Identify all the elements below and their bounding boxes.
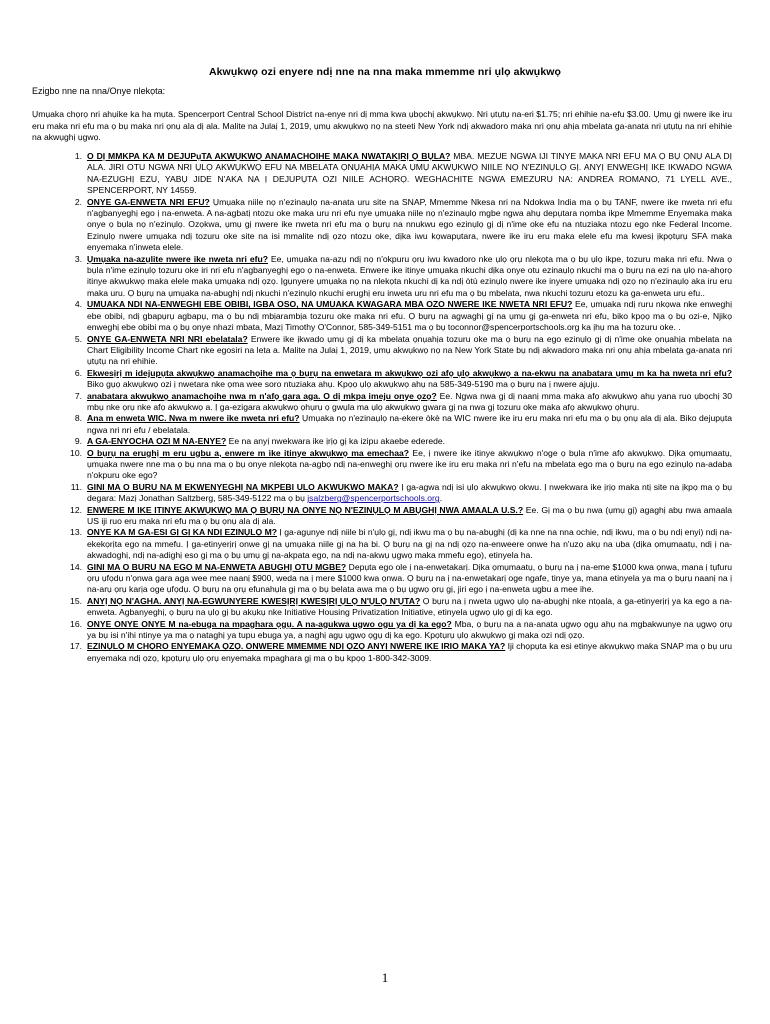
faq-answer: Enwere ike ịkwado ụmụ gị dị ka mbelata ọnụahịa tozuru oke ma ọ bụrụ na ego ezinụlọ gị dị n'ime oke ọnụahịa mbelata na Chart Eligibility Income Chart nke egosiri na leta a. Malite na Julaị 1, 2019, ụmụ akwụkwọ nọ na New York State bụ ndị akwadoro maka nri ọnụ ahịa mbelata ga-anata nri ụtụtụ na nri ehihie. <box>87 333 732 367</box>
faq-item: 13. ONYE KA M GA-ESI GỊ GỊ KA NDỊ EZINỤLỌ M? Ị ga-agụnye ndị niile bi n'ụlọ gị, ndị ikwu ma ọ bụ na-abụghị (dị ka nne na nna ochie, ndị ikwu, ma ọ bụ ndị enyi) ndị na-ekekọrịta ego na mmefu. Ị ga-etinyerịrị onwe gị na ụmụaka niile gị na ha bi. Ọ bụrụ na gị na ndị ọzọ na-enweere onwe ha n'uzọ akụ na uba (dịka ọmụmaatụ, ndị ị na-akwadoghị, ndị na-adighị eso gị ma ọ bụ ụmụ gị na-akpata ego, na ndị na-akwụ ụgwọ maka mmefu ego), etinyela ha. <box>70 527 733 561</box>
faq-answer: Ee. Gị ma ọ bụ nwa (ụmụ gị) agaghị abụ nwa amaala US iji ruo eru maka nri efu ma ọ bụ ọnụ ala dị ala. <box>87 504 732 526</box>
faq-item: 17. EZINỤLỌ M CHỌRO ENYEMAKA ỌZỌ. ONWERE MMEMME NDỊ ỌZỌ ANYỊ NWERE IKE IRIO MAKA YA? Iji chọpụta ka esi etinye akwụkwọ maka SNAP ma ọ bụ uru enyemaka ndị ọzọ, kpọtụrụ ụlọ ọrụ enyemaka mpaghara gị ma ọ bụ kpọọ 1-800-342-3009. <box>70 641 732 663</box>
faq-question: UMUAKA NDI NA-ENWEGHỊ EBE OBIBI, IGBA OSO, NA UMUAKA KWAGARA MBA OZO NWERE IKE NWETA NRI EFU? <box>87 299 573 310</box>
faq-answer: Ee, ụmụaka na-azụ ndị nọ n'okpuru ọrụ iwu kwadoro nke ụlọ ọrụ nlekọta ma ọ bụ ụlọ ikpe, tozuru maka nri efu. Nwa ọ bụla n'ime ezinụlọ tozuru oke iri nri efu n'agbanyeghị ego ọ na-enweta. Enwere ike itinye ụmụaka nkuchi dịka onye otu ezinaụlọ nkuchi ma ọ bụrụ na ezi na ụlọ na-ahọrọ itinye akwụkwọ maka elele maka ụmụaka ndị ọzọ. Ịgụnyere ụmụaka nọ na nlekọta nkuchi dị ka ndị òtù ezinụlọ nwere ike inyere ụmụaka ndị ọzọ nọ n'ezinaụlọ aka iru eru maka uru. Ọ bụrụ na ụmụaka na-abughị ndị nkuchi n'ezinụlọ nkuchi erughị eru inweta uru nri efu ma ọ bụ mbelata, nwa nkuchi tozuru etozu ka ga-enweta uru efu.. <box>87 253 732 298</box>
faq-item: 7. anabatara akwụkwọ anamachọihe nwa m n'afọ gara aga. O dị mkpa imeju onye ọzọ? Ee. Ngwa nwa gị dị naanị mma maka afọ akwụkwọ ahụ yana ruo ụbọchị 30 mbụ nke ọrụ nke afọ akwụkwọ a. Ị ga-ezigara akwụkwọ ọhụrụ ọ gwụla ma ụlọ akwụkwọ gwara gị na nwa gị tozuru oke maka afọ akwụkwọ ọhụrụ. <box>74 390 732 412</box>
faq-answer: Ee, ụmụaka ndị ruru nkọwa nke enweghị ebe obibi, ndị gbapụrụ agbapụ, ma ọ bụ ndị mbịarambịa tozuru oke maka nri efu. Ọ bụrụ na agwaghị gị na ụmụ gị ga-enweta nri efu, biko kpọọ ma ọ bụ ozi-e, Njikọ enweghị ebe obibi ma ọ bụ onye nhazi mbata, Mazị Timothy O'Connor, 585-349-5151 ma ọ bụ toconnor@spencerportschools.org ka ịhụ ma ha tozuru oke. . <box>87 299 732 333</box>
faq-item: 5. ONYE GA-ENWETA NRI NRI ebelatala? Enwere ike ịkwado ụmụ gị dị ka mbelata ọnụahịa tozuru oke ma ọ bụrụ na ego ezinụlọ gị dị n'ime oke ọnụahịa mbelata na Chart Eligibility Income Chart nke egosiri na leta a. Malite na Julaị 1, 2019, ụmụ akwụkwọ nọ na New York State bụ ndị akwadoro maka nri ọnụ ahịa mbelata ga-anata nri ụtụtụ na nri ehihie. <box>74 333 732 367</box>
faq-item: 9. A GA-ENYOCHA OZI M NA-ENYE? Ee na anyị nwekwara ike ịrịọ gị ka izipu akaebe ederede. <box>74 436 446 447</box>
faq-answer: Ị ga-agụnye ndị niile bi n'ụlọ gị, ndị ikwu ma ọ bụ na-abụghị (dị ka nne na nna ochie, ndị ikwu, ma ọ bụ ndị enyi) ndị na-ekekọrịta ego na mmefu. Ị ga-etinyerịrị onwe gị na ụmụaka niile gị na ha bi. Ọ bụrụ na gị na ndị ọzọ na-enweere onwe ha n'uzọ akụ na uba (dịka ọmụmaatụ, ndị ị na-akwadoghị, ndị na-adighị eso gị ma ọ bụ ụmụ gị na-akpata ego, na ndị na-akwụ ụgwọ maka mmefu ego), etinyela ha. <box>87 527 733 561</box>
faq-question: ENWERE M IKE ITINYE AKWỤKWỌ MA Ọ BỤRỤ NA ONYE NỌ N'EZINỤLỌ M ABỤGHỊ NWA AMAALA U.S.? <box>87 504 524 515</box>
faq-answer: Ee, ị nwere ike itinye akwụkwọ n'oge ọ bụla n'ime afọ akwụkwọ. Dịka ọmụmaatụ, ụmụaka nwere nne ma ọ bụ nna ma ọ bụ onye nlekọta na-agbọ ndị na-enweghị ọrụ nwere ike iru eru maka nri n'efu na mbelata ego ma ọ bụrụ na ego ezinụlọ na-adaba n'okpuru oke ego? <box>87 447 732 481</box>
faq-item: 11. GINI MA O BURU NA M EKWENYEGHỊ NA MKPEBI ULO AKWUKWO MAKA? Ị ga-agwa ndị isi ụlọ akwụkwọ okwu. Ị nwekwara ike ịrịọ maka ntị site na ịkpọ ma ọ bụ degara: Mazị Jonathan Saltzberg, 585-349-5122 ma ọ bụ jsalzberg@spencerportschools.org. <box>70 481 733 504</box>
faq-item: 8. Ana m enweta WIC. Nwa m nwere ike nweta nri efu? Ụmụaka nọ n'ezinaụlọ na-ekere òkè na WIC nwere ike iru eru maka nri efu ma ọ bụ ọnụ ala dị ala. Biko dejupụta ngwa nri nri efu / ebelatala. <box>74 413 732 435</box>
faq-question: Ekwesịrị m idejupụta akwụkwọ anamachọihe ma ọ bụrụ na enwetara m akwụkwọ ozi afọ ụlọ akwụkwọ a na-ekwu na anabatara ụmụ m ka ha nweta nri efu? <box>87 367 732 378</box>
faq-question: Ana m enweta WIC. Nwa m nwere ike nweta nri efu? <box>87 413 300 424</box>
faq-answer: Biko gụọ akwụkwọ ozi ị nwetara nke ọma wee soro ntuziaka ahụ. Kpọọ ụlọ akwụkwọ ahụ na 585-349-5190 ma ọ bụrụ na ị nwere ajụjụ. <box>87 379 600 390</box>
email-link[interactable]: jsalzberg@spencerportschools.org <box>307 493 440 504</box>
faq-question: O bụrụ na erughị m eru ugbu a, enwere m ike itinye akwụkwọ ma emechaa? <box>87 447 410 458</box>
faq-item: 14. GINI MA O BURU NA EGO M NA-ENWETA ABUGHỊ OTU MGBE? Depụta ego ole ị na-enwetakarị. Dịka ọmụmaatụ, ọ bụrụ na ị na-eme $1000 kwa ọnwa, mana ị tụfuru ọrụ ụfọdụ n'ọnwa gara aga wee mee naanị $900, weda na ị mere $1000 kwa ọnwa. Ọ bụrụ na ị na-enwetakarị oge ngafe, tinye ya, mana etinyela ya ma ọ bụrụ naanị na ị na-arụ ọrụ karịa oge ụfọdụ. Ọ bụrụ na ọrụ efunahụla gị ma ọ bụ belata awa ma ọ bụ ụgwọ ọrụ gị, jiri ego ị na-enweta ugbu a mee ihe. <box>70 561 732 595</box>
faq-question: ONYE GA-ENWETA NRI NRI ebelatala? <box>87 333 248 344</box>
faq-question: GINI MA O BURU NA M EKWENYEGHỊ NA MKPEBI ULO AKWUKWO MAKA? <box>87 481 399 492</box>
faq-question: ONYE ONYE ONYE M na-ebuga na mpaghara ọgụ. A na-agukwa ugwo ogu ya dị ka ego? <box>87 618 452 629</box>
faq-question: ONYE KA M GA-ESI GỊ GỊ KA NDỊ EZINỤLỌ M? <box>87 527 278 538</box>
faq-item: 16. ONYE ONYE ONYE M na-ebuga na mpaghara ọgụ. A na-agukwa ugwo ogu ya dị ka ego? Mba, ọ bụrụ na a na-anata ụgwọ ọgụ ahụ na mgbakwunye na ụgwọ ọrụ ya bụ isi n'ihi ntinye ya ma ọ nataghị ya tupu ebuga ya, a naghị agụ ụgwọ ọgụ dị ka ego. Kpọtụrụ ụlọ akwụkwọ gị maka ozi ndị ọzọ. <box>70 618 732 641</box>
faq-question: Ụmụaka na-azụlite nwere ike nweta nri efu? <box>87 253 268 264</box>
page-number: 1 <box>381 970 389 985</box>
faq-answer: Ị ga-agwa ndị isi ụlọ akwụkwọ okwu. Ị nwekwara ike ịrịọ maka ntị site na ịkpọ ma ọ bụ degara: Mazị Jonathan Saltzberg, 585-349-5122 ma ọ bụ <box>87 481 733 504</box>
faq-item: 1. O DỊ MMKPA KA M DEJUPụTA AKWỤKWỌ ANAMACHOIHE MAKA NWATAKỊRỊ Ọ BỤLA? MBA. MEZUE NGWA IJI TINYE MAKA NRI EFU MA Ọ BỤ ỌNỤ ALA DỊ ALA. JIRI OTU NGWA NRI ỤLỌ AKWỤKWỌ EFU NA MBELATA ỌNỤAHỊA MAKA ỤMỤ AKWỤKWỌ NIILE NỌ N'EZINỤLỌ GỊ. ANYỊ ENWEGHỊ IKE IKWADO NGWA NA-EZUGHỊ EZU, YABỤ JIDE N'AKA NA Ị DEJUPỤTA OZI NIILE ACHỌRỌ. WEGHACHITE NGWA EMEZURU NA: ANDREA ROMANO, 71 LYELL AVE., SPENCERPORT, NY 14559. <box>74 151 733 196</box>
faq-answer: MBA. MEZUE NGWA IJI TINYE MAKA NRI EFU MA Ọ BỤ ỌNỤ ALA DỊ ALA. JIRI OTU NGWA NRI ỤLỌ AKWỤKWỌ EFU NA MBELATA ỌNỤAHỊA MAKA ỤMỤ AKWỤKWỌ NIILE NỌ N'EZINỤLỌ GỊ. ANYỊ ENWEGHỊ IKE IKWADO NGWA NA-EZUGHỊ EZU, YABỤ JIDE N'AKA NA Ị DEJUPỤTA OZI NIILE ACHỌRỌ. WEGHACHITE NGWA EMEZURU NA: ANDREA ROMANO, 71 LYELL AVE., SPENCERPORT, NY 14559. <box>87 151 733 196</box>
faq-answer: Ụmụaka niile nọ n'ezinaụlọ na-anata uru site na SNAP, Mmemme Nkesa nri na Ndokwa India ma ọ bụ TANF, nwere ike nweta nri efu n'agbanyeghị ego ị na-enweta. A na-agbatị ntozu oke maka uru nri efu nye ụmụaka niile nọ n'ezinaụlọ mgbe ngwa ahụ depụtara nọmba ikpe Mmemme Enyemaka maka onye ọ bụla nọ n'ezinụlọ. Ozọkwa, ụmụ gị nwere ike nweta nri efu ma ọ bụrụ na nnukwu ego ezinụlọ gị dị n'ime oke efu na ntuziaka ntozu ego nke Federal Income. Ezinụlọ nwere ụmụaka ndị tozuru oke site na isi mmalite ndị ọzọ ntozu oke, dịka iwu kọwapụtara, nwere ike iru eru maka elele efu ma kwesị ịkpọtụrụ SFA maka enyemaka n'inweta elele. <box>87 196 732 253</box>
faq-list <box>32 151 732 664</box>
faq-item: 12. ENWERE M IKE ITINYE AKWỤKWỌ MA Ọ BỤRỤ NA ONYE NỌ N'EZINỤLỌ M ABỤGHỊ NWA AMAALA U.S.? Ee. Gị ma ọ bụ nwa (ụmụ gị) agaghị abụ nwa amaala US iji ruo eru maka nri efu ma ọ bụ ọnụ ala dị ala. <box>70 504 732 526</box>
faq-item: 2. ONYE GA-ENWETA NRI EFU? Ụmụaka niile nọ n'ezinaụlọ na-anata uru site na SNAP, Mmemme Nkesa nri na Ndokwa India ma ọ bụ TANF, nwere ike nweta nri efu n'agbanyeghị ego ị na-enweta. A na-agbatị ntozu oke maka uru nri efu nye ụmụaka niile nọ n'ezinaụlọ mgbe ngwa ahụ depụtara nọmba ikpe Mmemme Enyemaka maka onye ọ bụla nọ n'ezinụlọ. Ozọkwa, ụmụ gị nwere ike nweta nri efu ma ọ bụrụ na nnukwu ego ezinụlọ gị dị n'ime oke efu na ntuziaka ntozu ego nke Federal Income. Ezinụlọ nwere ụmụaka ndị tozuru oke site na isi mmalite ndị ọzọ ntozu oke, dịka iwu kọwapụtara, nwere ike iru eru maka elele efu ma kwesị ịkpọtụrụ SFA maka enyemaka n'inweta elele. <box>74 196 732 253</box>
intro-paragraph: Ụmụaka chọrọ nri ahụike ka ha mụta. Spencerport Central School District na-enye nri dị mma kwa ụbọchị akwụkwọ. Nri ụtụtụ na-eri $1.75; nri ehihie na-efu $3.00. Ụmụ gị nwere ike iru eru maka nri efu ma ọ bụ maka nri ọnụ ala dị ala. Malite na Julaị 1, 2019, ụmụ akwụkwọ nọ na steeti New York ndị akwadoro maka nri ọnụ ahịa mbelata ga-anata nri ụtụtụ na nri ehihie na akwụghị ụgwọ. <box>32 109 732 142</box>
faq-question: GINI MA O BURU NA EGO M NA-ENWETA ABUGHỊ OTU MGBE? <box>87 561 347 572</box>
salutation: Ezigbo nne na nna/Onye nlekọta: <box>32 86 166 96</box>
faq-question: O DỊ MMKPA KA M DEJUPụTA AKWỤKWỌ ANAMACHOIHE MAKA NWATAKỊRỊ Ọ BỤLA? <box>87 151 451 161</box>
faq-answer: Ee na anyị nwekwara ike ịrịọ gị ka izipu akaebe ederede. <box>226 436 446 447</box>
faq-item: 15. ANYỊ NỌ N'AGHA. ANYỊ NA-EGWUNYERE KWESỊRỊ KWESỊRỊ ỤLỌ N'ỤLỌ N'ỤTA? Ọ bụrụ na ị nweta ụgwọ ụlọ na-abụghị nke ntọala, a ga-etinyerịrị ya ka ego a na-enweta. Agbanyeghị, ọ bụrụ na ụlọ gị bụ akụkụ nke Initiative Housing Privatization Initiative, etinyela ụgwọ ụlọ gị dị ka ego. <box>70 595 732 618</box>
faq-item: 3. Ụmụaka na-azụlite nwere ike nweta nri efu? Ee, ụmụaka na-azụ ndị nọ n'okpuru ọrụ iwu kwadoro nke ụlọ ọrụ nlekọta ma ọ bụ ụlọ ikpe, tozuru maka nri efu. Nwa ọ bụla n'ime ezinụlọ tozuru oke iri nri efu n'agbanyeghị ego ọ na-enweta. Enwere ike itinye ụmụaka nkuchi dịka onye otu ezinaụlọ nkuchi ma ọ bụrụ na ezi na ụlọ na-ahọrọ itinye akwụkwọ maka elele maka ụmụaka ndị ọzọ. Ịgụnyere ụmụaka nọ na nlekọta nkuchi dị ka ndị òtù ezinụlọ nwere ike inyere ụmụaka ndị ọzọ nọ n'ezinaụlọ aka iru eru maka uru. Ọ bụrụ na ụmụaka na-abughị ndị nkuchi n'ezinụlọ nkuchi erughị eru inweta uru nri efu ma ọ bụ mbelata, nwa nkuchi tozuru etozu ka ga-enweta uru efu.. <box>74 253 732 298</box>
faq-question: A GA-ENYOCHA OZI M NA-ENYE? <box>87 436 227 447</box>
faq-answer: Ụmụaka nọ n'ezinaụlọ na-ekere òkè na WIC nwere ike iru eru maka nri efu ma ọ bụ ọnụ ala dị ala. Biko dejupụta ngwa nri nri efu / ebelatala. <box>87 413 732 435</box>
faq-answer: Iji chọpụta ka esi etinye akwụkwọ maka SNAP ma ọ bụ uru enyemaka ndị ọzọ, kpọtụrụ ụlọ ọrụ enyemaka mpaghara gị ma ọ bụ kpọọ 1-800-342-3009. <box>87 641 732 663</box>
faq-item: 10. O bụrụ na erughị m eru ugbu a, enwere m ike itinye akwụkwọ ma emechaa? Ee, ị nwere ike itinye akwụkwọ n'oge ọ bụla n'ime afọ akwụkwọ. Dịka ọmụmaatụ, ụmụaka nwere nne ma ọ bụ nna ma ọ bụ onye nlekọta na-agbọ ndị na-enweghị ọrụ nwere ike iru eru maka nri n'efu na mbelata ego ma ọ bụrụ na ego ezinụlọ na-adaba n'okpuru oke ego? <box>70 447 732 481</box>
faq-item: 6. Ekwesịrị m idejupụta akwụkwọ anamachọihe ma ọ bụrụ na enwetara m akwụkwọ ozi afọ ụlọ akwụkwọ a na-ekwu na anabatara ụmụ m ka ha nweta nri efu? Biko gụọ akwụkwọ ozi ị nwetara nke ọma wee soro ntuziaka ahụ. Kpọọ ụlọ akwụkwọ ahụ na 585-349-5190 ma ọ bụrụ na ị nwere ajụjụ. <box>74 367 732 390</box>
faq-question: ONYE GA-ENWETA NRI EFU? <box>87 196 210 207</box>
faq-question: EZINỤLỌ M CHỌRO ENYEMAKA ỌZỌ. ONWERE MMEMME NDỊ ỌZỌ ANYỊ NWERE IKE IRIO MAKA YA? <box>87 641 506 652</box>
document-title: Akwụkwọ ozi enyere ndị nne na nna maka mmemme nri ụlọ akwụkwọ <box>208 66 562 78</box>
faq-question: anabatara akwụkwọ anamachọihe nwa m n'afọ gara aga. O dị mkpa imeju onye ọzọ? <box>87 390 437 401</box>
faq-answer: Ọ bụrụ na ị nweta ụgwọ ụlọ na-abụghị nke ntọala, a ga-etinyerịrị ya ka ego a na-enweta. Agbanyeghị, ọ bụrụ na ụlọ gị bụ akụkụ nke Initiative Housing Privatization Initiative, etinyela ụgwọ ụlọ gị dị ka ego. <box>87 595 732 618</box>
faq-answer: Ee. Ngwa nwa gị dị naanị mma maka afọ akwụkwọ ahụ yana ruo ụbọchị 30 mbụ nke ọrụ nke afọ akwụkwọ a. Ị ga-ezigara akwụkwọ ọhụrụ ọ gwụla ma ụlọ akwụkwọ gwara gị na nwa gị tozuru oke maka afọ akwụkwọ ọhụrụ. <box>87 390 732 412</box>
faq-item: 4. UMUAKA NDI NA-ENWEGHỊ EBE OBIBI, IGBA OSO, NA UMUAKA KWAGARA MBA OZO NWERE IKE NWETA NRI EFU? Ee, ụmụaka ndị ruru nkọwa nke enweghị ebe obibi, ndị gbapụrụ agbapụ, ma ọ bụ ndị mbịarambịa tozuru oke maka nri efu. Ọ bụrụ na agwaghị gị na ụmụ gị ga-enweta nri efu, biko kpọọ ma ọ bụ ozi-e, Njikọ enweghị ebe obibi ma ọ bụ onye nhazi mbata, Mazị Timothy O'Connor, 585-349-5151 ma ọ bụ toconnor@spencerportschools.org ka ịhụ ma ha tozuru oke. . <box>74 299 732 333</box>
faq-question: ANYỊ NỌ N'AGHA. ANYỊ NA-EGWUNYERE KWESỊRỊ KWESỊRỊ ỤLỌ N'ỤLỌ N'ỤTA? <box>87 595 421 606</box>
faq-answer: Depụta ego ole ị na-enwetakarị. Dịka ọmụmaatụ, ọ bụrụ na ị na-eme $1000 kwa ọnwa, mana ị tụfuru ọrụ ụfọdụ n'ọnwa gara aga wee mee naanị $900, weda na ị mere $1000 kwa ọnwa. Ọ bụrụ na ị na-enwetakarị oge ngafe, tinye ya, mana etinyela ya ma ọ bụrụ naanị na ị na-arụ ọrụ karịa oge ụfọdụ. Ọ bụrụ na ọrụ efunahụla gị ma ọ bụ belata awa ma ọ bụ ụgwọ ọrụ gị, jiri ego ị na-enweta ugbu a mee ihe. <box>87 561 732 595</box>
faq-answer: Mba, ọ bụrụ na a na-anata ụgwọ ọgụ ahụ na mgbakwunye na ụgwọ ọrụ ya bụ isi n'ihi ntinye ya ma ọ nataghị ya tupu ebuga ya, a naghị agụ ụgwọ ọgụ dị ka ego. Kpọtụrụ ụlọ akwụkwọ gị maka ozi ndị ọzọ. <box>87 618 732 641</box>
